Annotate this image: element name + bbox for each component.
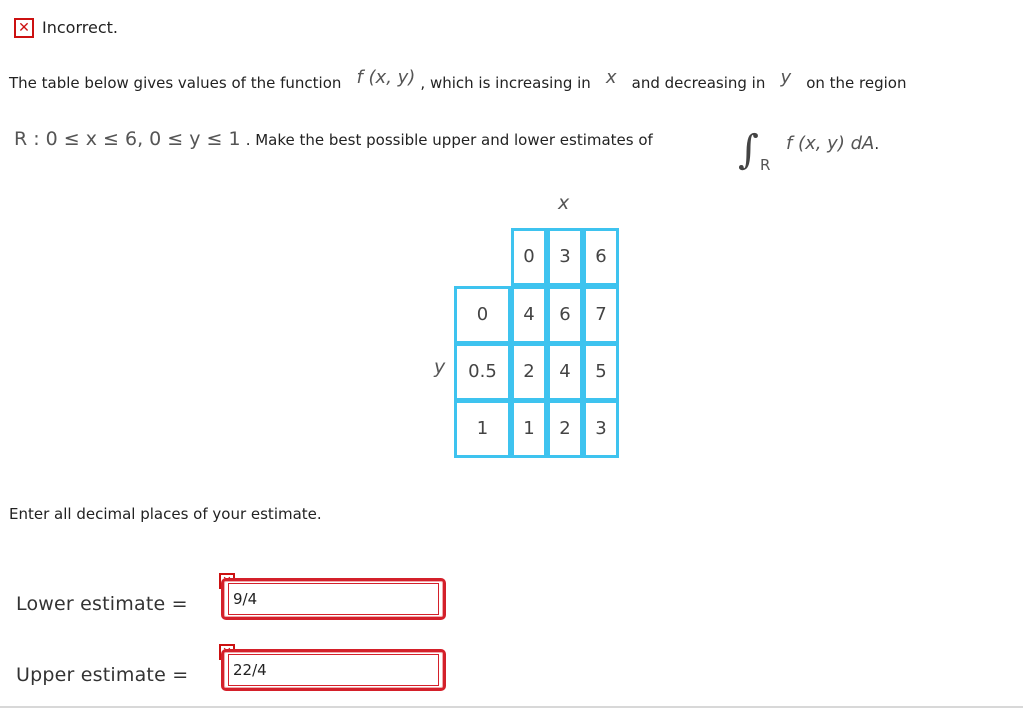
table-y-header-cell: 0.5 [454,343,511,401]
table-value-cell: 1 [511,400,547,458]
table-value-cell: 2 [547,400,583,458]
question-line-1 [9,67,907,102]
table-x-header-cell: 3 [547,228,583,286]
upper-estimate-label: Upper estimate = [16,664,189,686]
variable-y: y [780,67,792,88]
question-text-4: on the region [806,74,907,92]
question-text-3: and decreasing in [631,74,766,92]
table-value-cell: 6 [547,286,583,344]
integral-period: . [874,135,880,153]
bottom-divider [0,706,1023,708]
question-text-5: . Make the best possible upper and lower estimates of [245,131,653,149]
question-line-2 [14,128,653,178]
table-value-cell: 3 [583,400,619,458]
function-expression: f (x, y) [356,67,416,88]
incorrect-x-icon: ✕ [14,18,34,38]
table-value-cell: 4 [511,286,547,344]
table-value-cell: 5 [583,343,619,401]
lower-estimate-input[interactable] [228,583,439,615]
table-y-header-cell: 1 [454,400,511,458]
region-definition: R : 0 ≤ x ≤ 6, 0 ≤ y ≤ 1 [14,128,241,150]
upper-estimate-input[interactable] [228,654,439,686]
table-y-header-cell: 0 [454,286,511,344]
table-y-label: y [434,356,446,378]
table-x-label: x [558,192,570,214]
lower-estimate-box [221,578,446,620]
table-value-cell: 7 [583,286,619,344]
integral-symbol: ∫ [738,127,759,173]
variable-x: x [605,67,617,88]
integrand [786,133,879,154]
integrand-expression: f (x, y) dA [786,133,875,154]
integral-subscript: R [760,156,771,174]
upper-estimate-box [221,649,446,691]
table-value-cell: 4 [547,343,583,401]
table-value-cell: 2 [511,343,547,401]
instruction-text: Enter all decimal places of your estimate. [9,505,322,523]
question-text-1: The table below gives values of the function [9,74,342,92]
lower-estimate-label: Lower estimate = [16,593,188,615]
table-x-header-cell: 0 [511,228,547,286]
table-x-header-cell: 6 [583,228,619,286]
question-text-2: , which is increasing in [420,74,591,92]
status-text: Incorrect. [42,18,118,37]
